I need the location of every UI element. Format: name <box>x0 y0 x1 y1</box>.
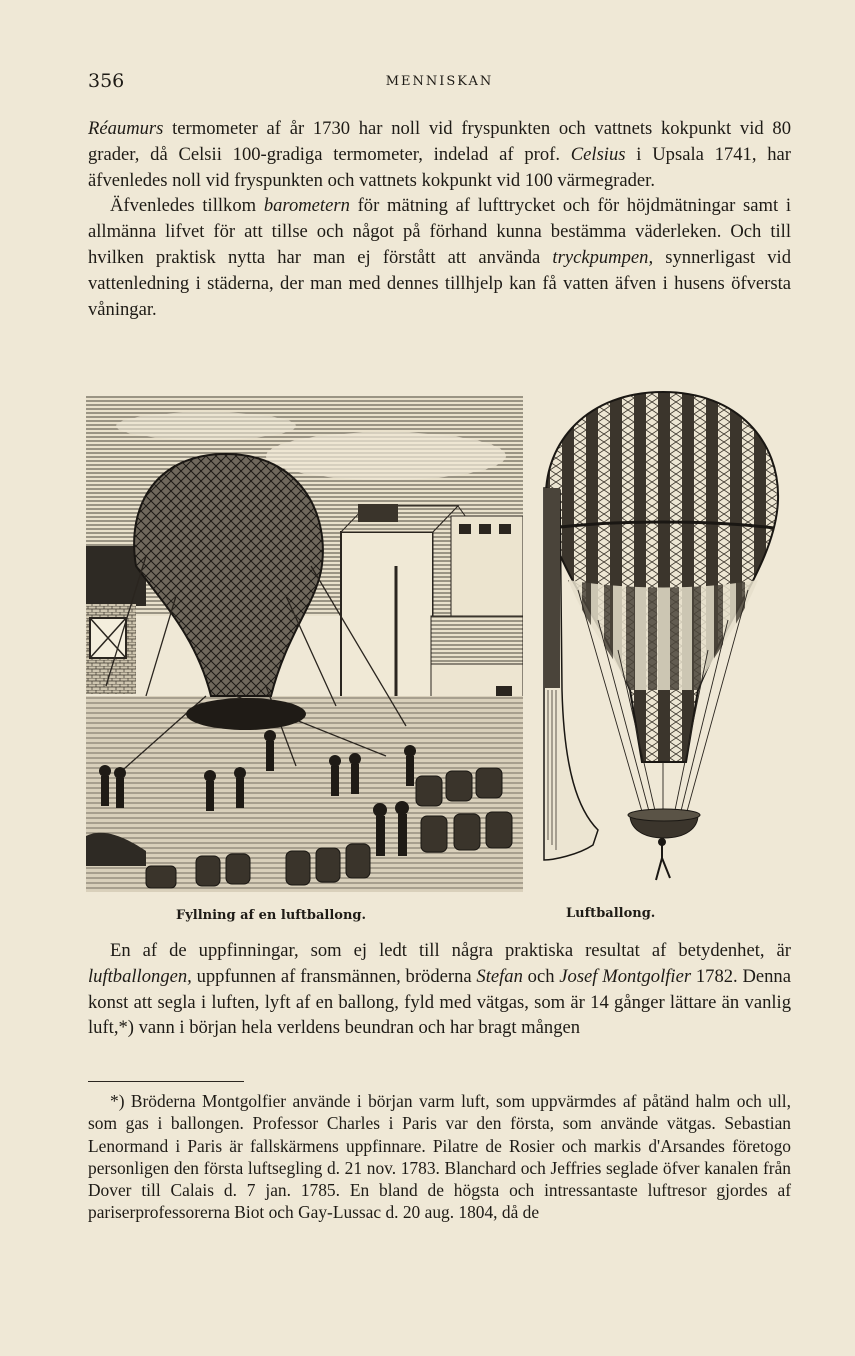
footnote <box>88 1090 791 1224</box>
bottom-text-block <box>88 938 791 1041</box>
text-run: termometer af år 1730 har noll vid fryspunkten och vattnets kokpunkt vid 80 grader, då Celsii 100-gradiga termometer, indelad af prof. <box>88 118 791 165</box>
running-head: MENNISKAN <box>385 74 494 89</box>
page-number: 356 <box>88 70 125 92</box>
caption-balloon: Luftballong. <box>566 906 656 921</box>
text-run: Äfvenledes tillkom <box>110 195 264 217</box>
paragraph-barometer <box>88 193 791 322</box>
italic-term: Josef Montgolfier <box>559 965 692 987</box>
text-run: i Upsala 1741, har äfvenledes noll vid fryspunkten och vattnets kokpunkt vid 100 värmegrader. <box>88 143 791 191</box>
paragraph-luftballong <box>88 938 791 1041</box>
page-header <box>88 70 791 96</box>
top-text-block <box>88 116 791 322</box>
italic-term: tryckpumpen, <box>552 246 654 268</box>
footnote-rule <box>88 1081 244 1082</box>
balloon-filling-illustration <box>86 396 523 892</box>
italic-term: luftballongen, <box>88 965 192 987</box>
italic-term: barometern <box>263 195 350 217</box>
text-run: 1782. Denna konst att segla i luften, lyft af en ballong, fyld med vätgas, som är 14 gånger lättare än vanlig luft,*) vann i början hela verldens beundran och har bragt mången <box>88 965 791 1039</box>
caption-balloon-filling: Fyllning af en luftballong. <box>176 908 367 923</box>
text-run: synnerligast vid vattenledning i städerna, der man med dennes tillhjelp kan få vatten äfven i husens öfversta våningar. <box>88 246 791 320</box>
paragraph-reaumur <box>88 116 791 193</box>
footnote-text: *) Bröderna Montgolfier använde i början varm luft, som uppvärmdes af påtänd halm och ull, som gas i ballongen. Professor Charles i Paris var den första, som använde vätgas. Sebastian Lenormand i Paris är fallskärmens uppfinnare. Pilatre de Rosier och markis d'Arsandes företogo personligen den första luftsegling d. 21 nov. 1783. Blanchard och Jeffries seglade öfver kanalen från Dover till Calais d. 7 jan. 1785. En bland de högsta och intressantaste luftresor gjordes af pariserprofessorerna Biot och Gay-Lussac d. 20 aug. 1804, då de <box>88 1091 791 1223</box>
hot-air-balloon-illustration <box>538 390 788 890</box>
italic-term: Stefan <box>476 965 523 987</box>
text-run: uppfunnen af fransmännen, bröderna <box>191 965 477 987</box>
italic-term: Réaumurs <box>88 118 164 139</box>
text-run: och <box>522 965 560 987</box>
text-run: för mätning af lufttrycket och för höjdmätningar samt i allmänna lifvet för att tillse och något på förhand kunna bestämma väderleken. Och till hvilken praktisk nytta har man ej förstått att använda <box>88 195 791 268</box>
text-run: En af de uppfinningar, som ej ledt till några praktiska resultat af betydenhet, är <box>110 940 791 961</box>
italic-term: Celsius <box>570 143 626 165</box>
figure-balloons <box>86 390 786 930</box>
